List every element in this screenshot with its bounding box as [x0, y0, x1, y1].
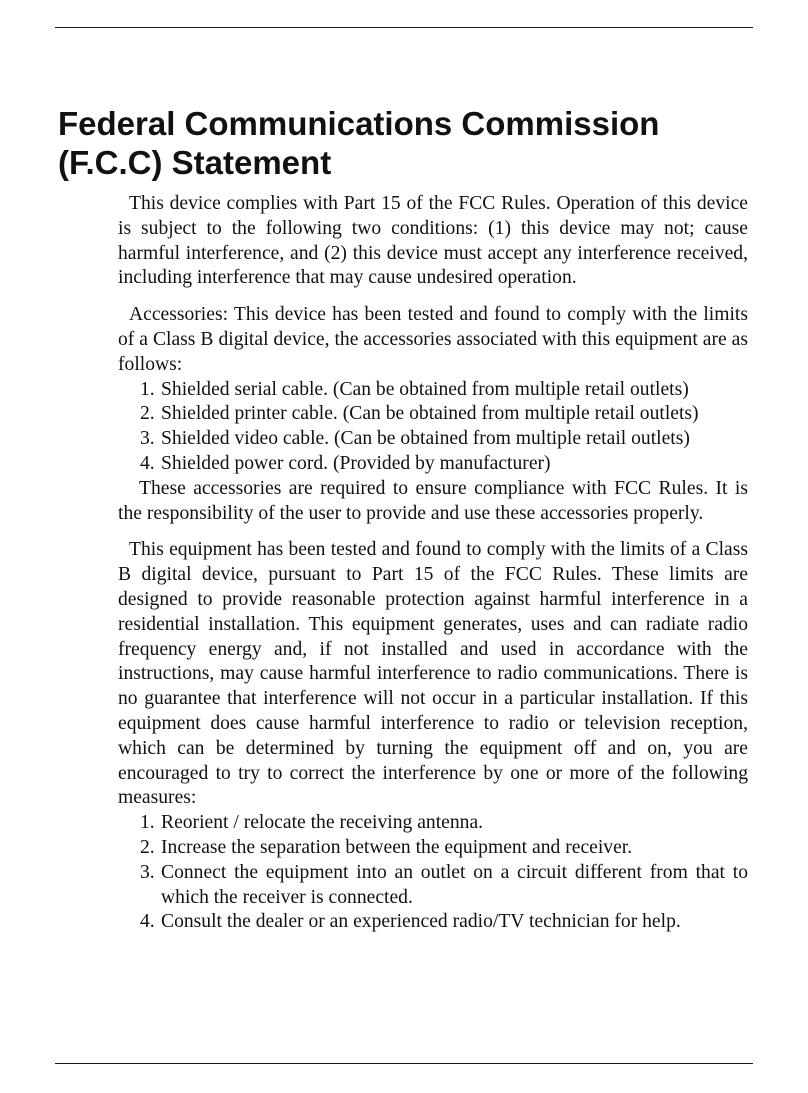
list-item-number: 3. [140, 861, 155, 883]
list-item-number: 4. [140, 452, 155, 474]
list-item [140, 910, 748, 935]
list-item-text: Consult the dealer or an experienced radio/TV technician for help. [161, 911, 681, 933]
list-item [140, 378, 748, 403]
compliance-paragraph: This device complies with Part 15 of the FCC Rules. Operation of this device is subject to the following two conditions: (1) this device may not; cause harmful interference, and (2) this device must accept any interference received, including interference that may cause undesired operation. [118, 193, 748, 289]
page-title-line-2: (F.C.C) Statement [58, 144, 332, 181]
list-item [140, 427, 748, 452]
top-rule [55, 27, 753, 28]
list-item-number: 1. [140, 378, 155, 400]
list-item [140, 811, 748, 836]
accessories-intro-paragraph: Accessories: This device has been tested and found to comply with the limits of a Class B digital device, the accessories associated with this equipment are as follows: [118, 304, 748, 375]
page-title-line-1: Federal Communications Commission [58, 105, 660, 142]
measures-list [118, 811, 748, 935]
list-item-text: Connect the equipment into an outlet on a circuit different from that to which the receiver is connected. [161, 861, 748, 908]
list-item-text: Increase the separation between the equipment and receiver. [161, 836, 633, 858]
list-item-text: Shielded serial cable. (Can be obtained from multiple retail outlets) [161, 378, 689, 400]
bottom-rule [55, 1063, 753, 1064]
accessories-followup-paragraph: These accessories are required to ensure compliance with FCC Rules. It is the responsibility of the user to provide and use these accessories properly. [118, 477, 748, 524]
list-item-number: 2. [140, 836, 155, 858]
page-title [58, 104, 758, 182]
list-item [140, 402, 748, 427]
equipment-paragraph: This equipment has been tested and found to comply with the limits of a Class B digital device, pursuant to Part 15 of the FCC Rules. These limits are designed to provide reasonable protection against harmful interference in a residential installation. This equipment generates, uses and can radiate radio frequency energy and, if not installed and used in accordance with the instructions, may cause harmful interference to radio communications. There is no guarantee that interference will not occur in a particular installation. If this equipment does cause harmful interference to radio or television reception, which can be determined by turning the equipment off and on, you are encouraged to try to correct the interference by one or more of the following measures: [118, 539, 748, 809]
list-item-number: 2. [140, 403, 155, 425]
list-item [140, 861, 748, 911]
list-item-text: Reorient / relocate the receiving antenna. [161, 812, 484, 834]
list-item-number: 3. [140, 428, 155, 450]
statement-body [118, 192, 748, 935]
list-item-text: Shielded video cable. (Can be obtained from multiple retail outlets) [161, 428, 690, 450]
list-item-number: 4. [140, 911, 155, 933]
list-item [140, 452, 748, 477]
list-item-number: 1. [140, 812, 155, 834]
list-item [140, 836, 748, 861]
list-item-text: Shielded power cord. (Provided by manufacturer) [161, 452, 551, 474]
accessories-list [118, 378, 748, 477]
list-item-text: Shielded printer cable. (Can be obtained from multiple retail outlets) [161, 403, 699, 425]
